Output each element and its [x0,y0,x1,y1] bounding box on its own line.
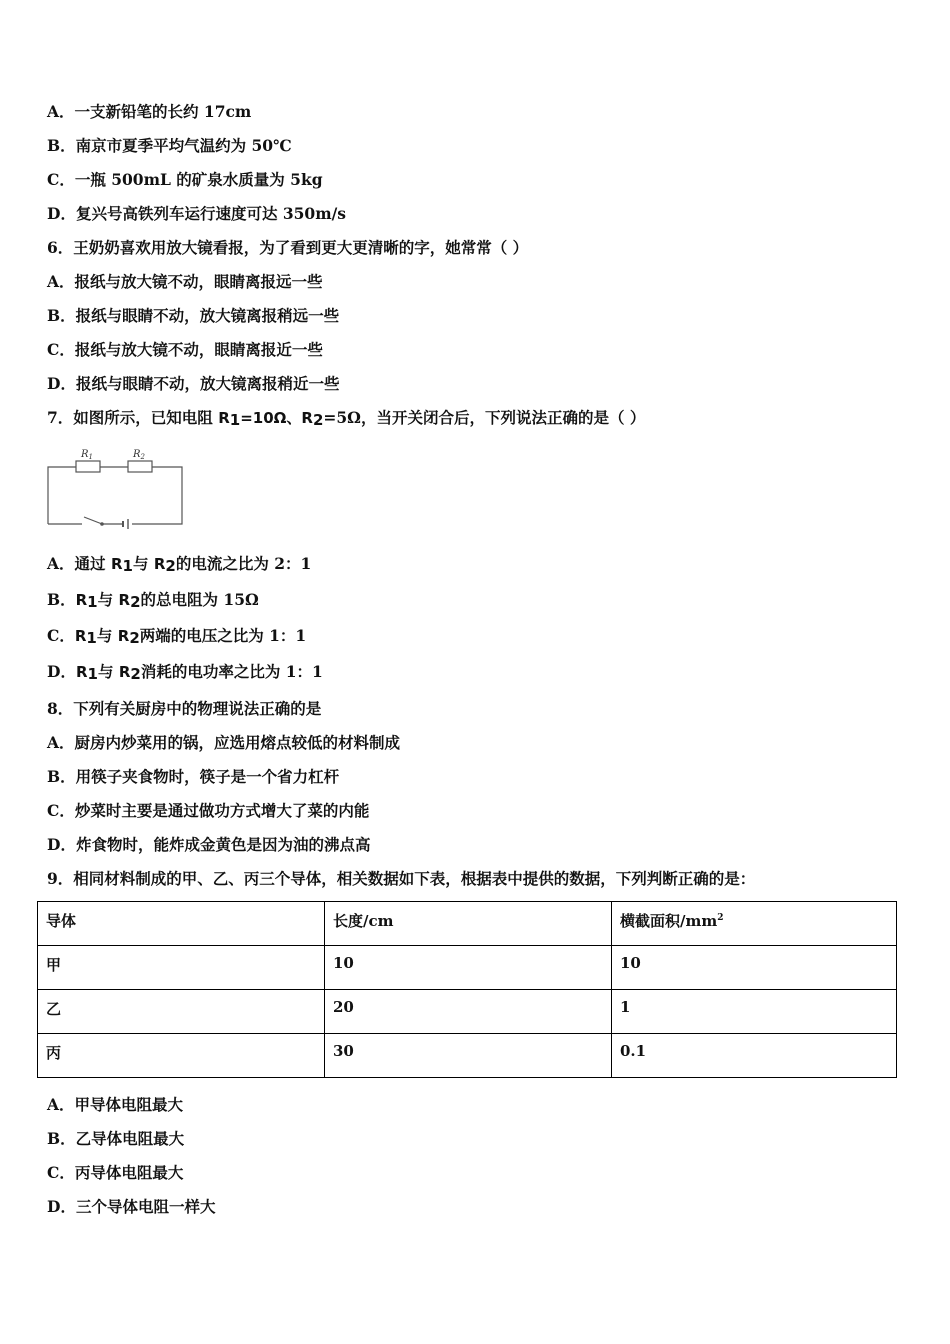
table-row [38,990,897,1034]
q6-stem: 6．王奶奶喜欢用放大镜看报，为了看到更大更清晰的字，她常常（ ） [47,238,529,257]
q7-option-a: A．通过 $R_1$与 $R_2$的电流之比为 2：1 [47,554,312,575]
cell-conductor: 丙 [38,1034,325,1078]
q8-option-b: B．用筷子夹食物时，筷子是一个省力杠杆 [47,767,340,786]
q5-option-d: D．复兴号高铁列车运行速度可达 350m/s [47,204,346,223]
q8-stem: 8．下列有关厨房中的物理说法正确的是 [47,699,322,718]
q9-option-d: D．三个导体电阻一样大 [47,1197,216,1216]
table-row [38,1034,897,1078]
q8-option-c: C．炒菜时主要是通过做功方式增大了菜的内能 [47,801,370,820]
q7-stem: 7．如图所示，已知电阻 $R_1=10\Omega$、$R_2=5\Omega$，当开关闭合后，下列说法正确的是（ ） [47,408,646,429]
conductor-table [37,901,897,1078]
cell-conductor: 甲 [38,946,325,990]
q9-stem: 9．相同材料制成的甲、乙、丙三个导体，相关数据如下表，根据表中提供的数据，下列判断正确的是： [47,869,756,888]
switch-lever [84,517,102,524]
q8-option-a: A．厨房内炒菜用的锅，应选用熔点较低的材料制成 [47,733,401,752]
cell-length: 30 [325,1034,612,1078]
table-header-row [38,902,897,946]
q6-option-d: D．报纸与眼睛不动，放大镜离报稍近一些 [47,374,340,393]
label-r1: $R_1$ [81,449,93,461]
cell-area: 1 [612,990,897,1034]
q9-option-c: C．丙导体电阻最大 [47,1163,184,1182]
q8-option-d: D．炸食物时，能炸成金黄色是因为油的沸点高 [47,835,371,854]
q5-option-b: B．南京市夏季平均气温约为 50℃ [47,136,292,155]
q7-option-b: B．$R_1$与 $R_2$的总电阻为 15Ω [47,590,259,611]
q9-option-a: A．甲导体电阻最大 [47,1095,184,1114]
resistor-r2 [128,461,152,472]
q7-option-c: C．$R_1$与 $R_2$两端的电压之比为 1：1 [47,626,307,647]
cell-length: 10 [325,946,612,990]
table-row [38,946,897,990]
cell-length: 20 [325,990,612,1034]
circuit-diagram [44,446,189,532]
q5-option-c: C．一瓶 500mL 的矿泉水质量为 5kg [47,170,323,189]
q6-option-b: B．报纸与眼睛不动，放大镜离报稍远一些 [47,306,340,325]
q6-option-a: A．报纸与放大镜不动，眼睛离报远一些 [47,272,323,291]
cell-area: 10 [612,946,897,990]
q6-option-c: C．报纸与放大镜不动，眼睛离报近一些 [47,340,323,359]
header-conductor: 导体 [38,902,325,946]
header-length: 长度/cm [325,902,612,946]
cell-conductor: 乙 [38,990,325,1034]
cell-area: 0.1 [612,1034,897,1078]
q5-option-a: A．一支新铅笔的长约 17cm [47,102,252,121]
q9-option-b: B．乙导体电阻最大 [47,1129,185,1148]
header-area: 横截面积$/mm^2$ [612,902,897,946]
q7-option-d: D．$R_1$与 $R_2$消耗的电功率之比为 1：1 [47,662,323,683]
resistor-r1 [76,461,100,472]
label-r2: $R_2$ [133,449,145,461]
